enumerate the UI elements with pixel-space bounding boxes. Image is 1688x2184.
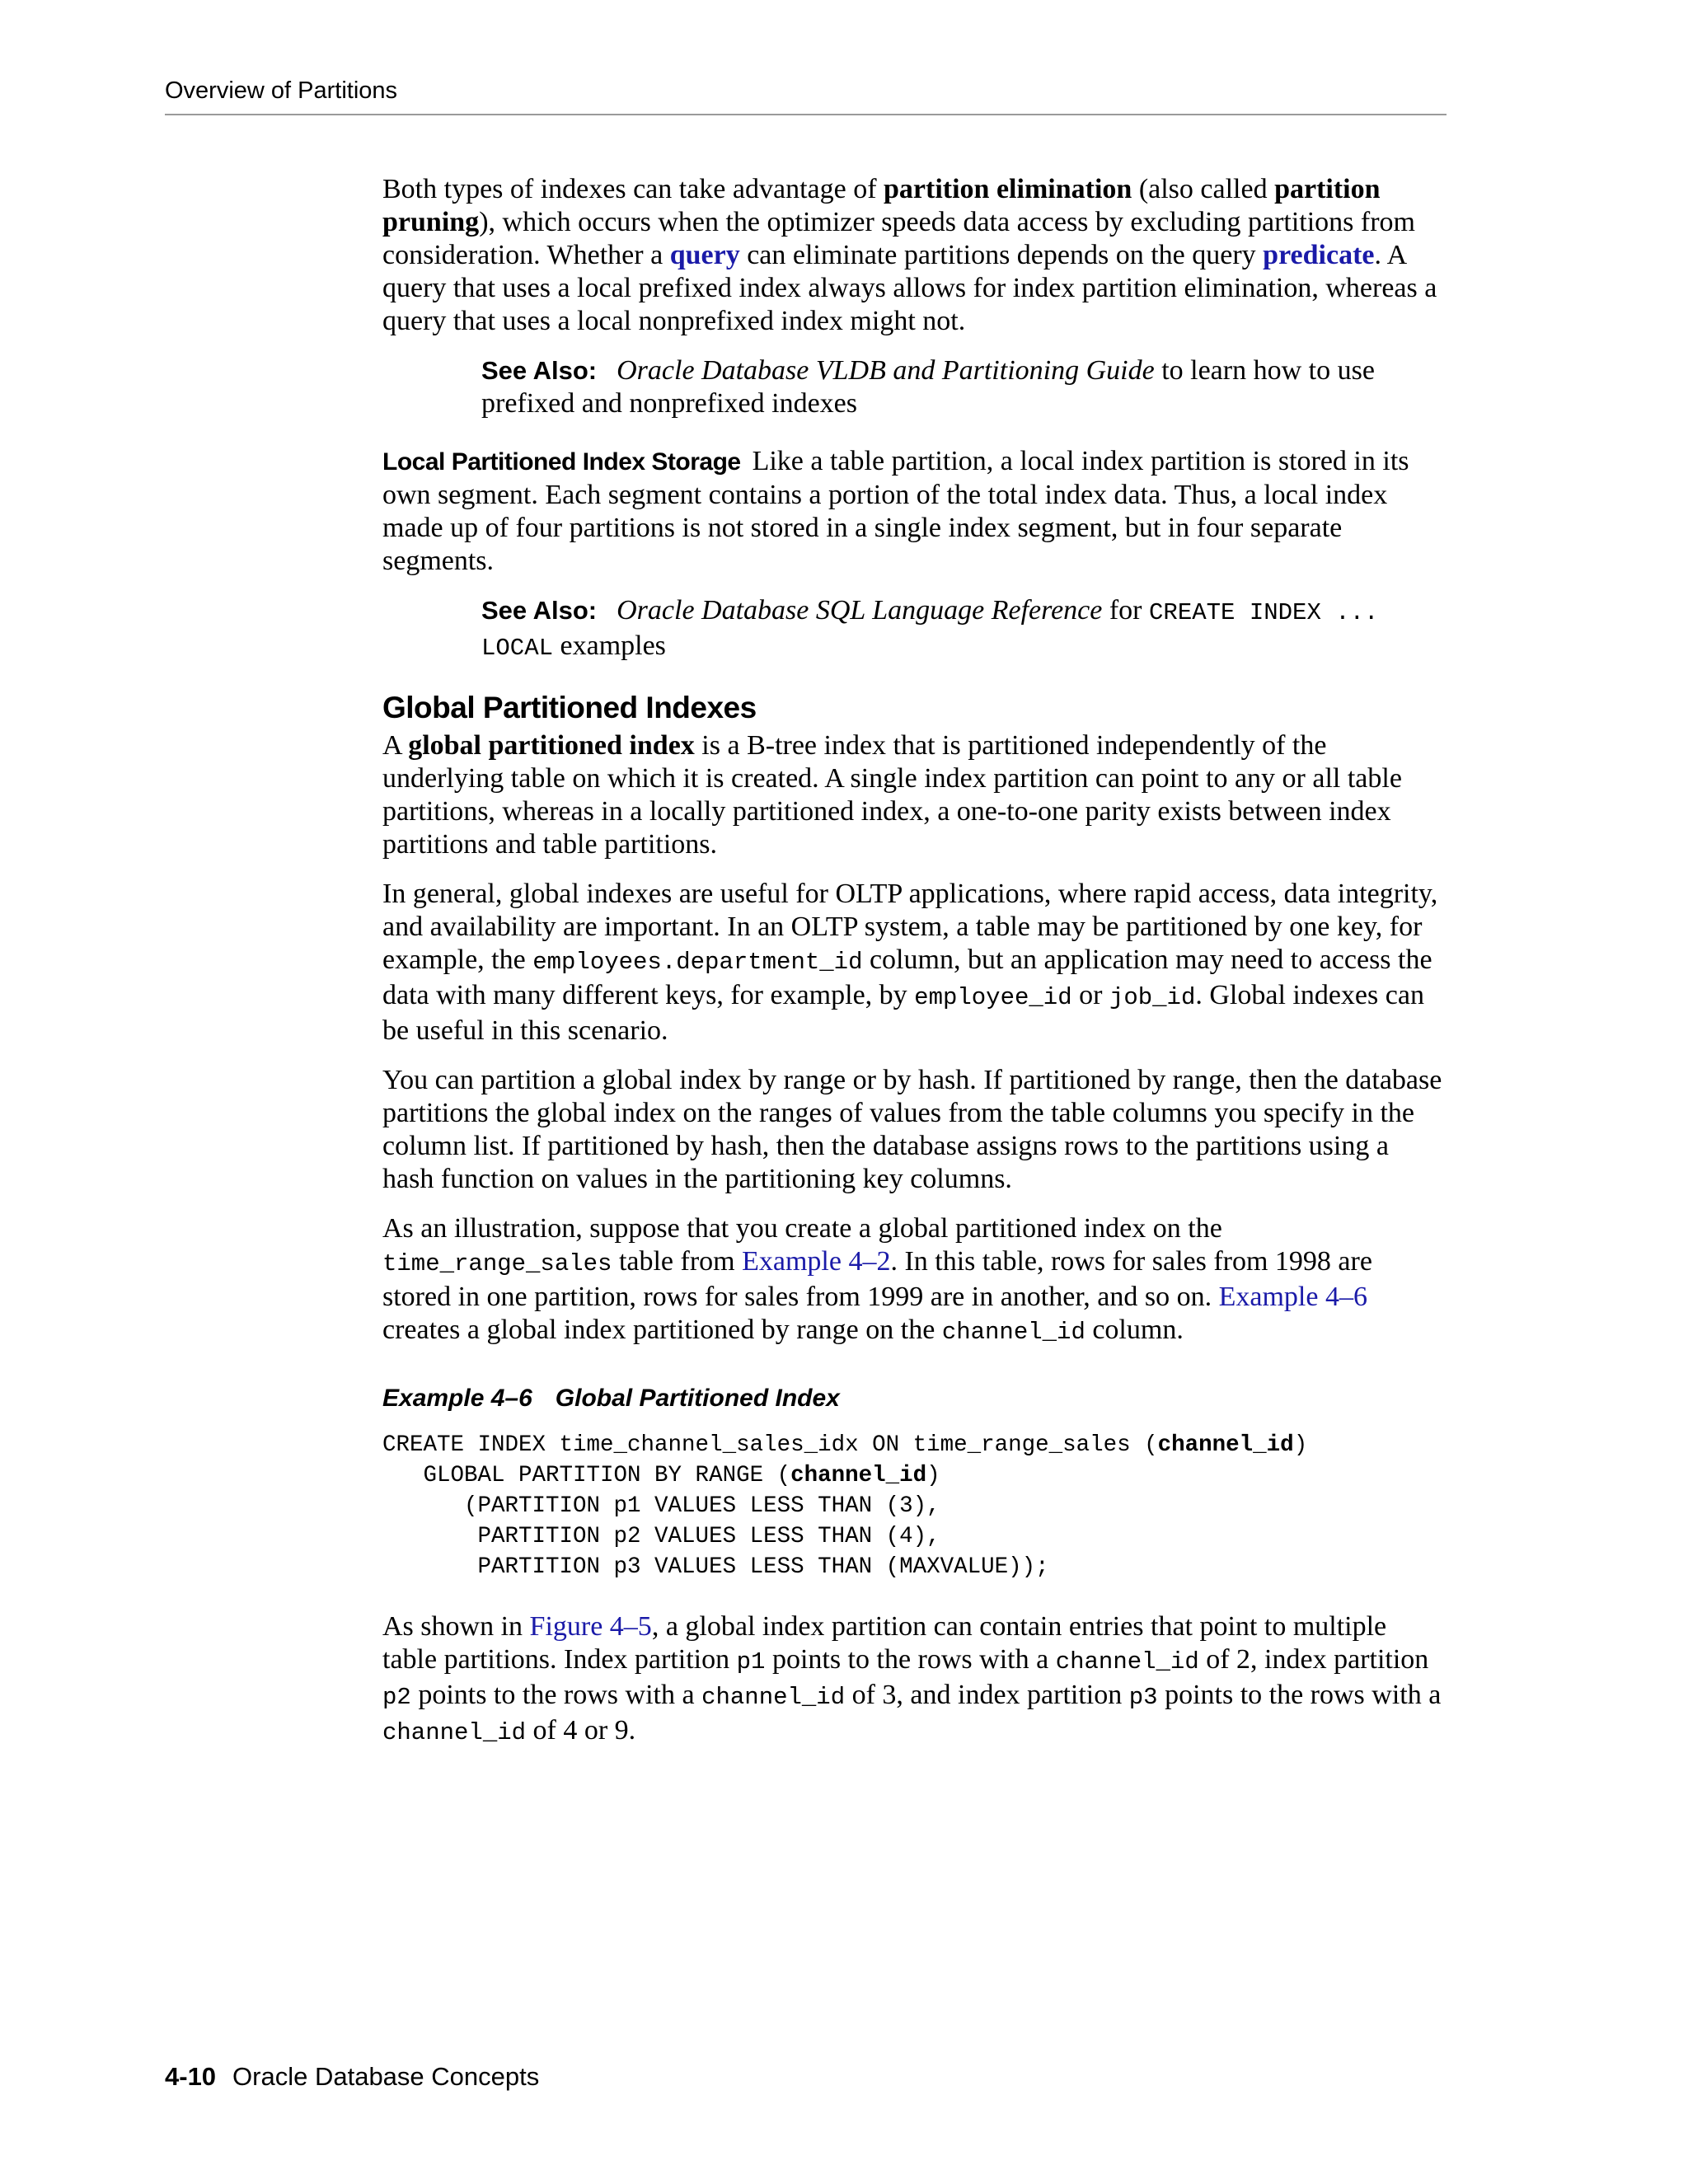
example-title (382, 1382, 1446, 1415)
term-partition-elimination: partition elimination (884, 174, 1132, 204)
glossary-link-predicate[interactable]: predicate (1263, 240, 1375, 270)
paragraph-oltp-usage: In general, global indexes are useful for OLTP applications, where rapid access, data integrity, and availability are important. In an OLTP system, a table may be partitioned by one key, for example, the employees.department_id column, but an application may need to access the data with many different keys, for example, by employee_id or job_id. Global indexes can be useful in this scenario. (382, 879, 1438, 1046)
paragraph-illustration: As an illustration, suppose that you create a global partitioned index on the time_range_sales table from Example 4–2. In this table, rows for sales from 1998 are stored in one partition, rows for sales from 1999 are in another, and so on. Example 4–6 creates a global index partitioned by range on the channel_id column. (382, 1213, 1372, 1346)
running-header (165, 74, 1447, 115)
see-also-sql-reference: See Also: Oracle Database SQL Language Reference for CREATE INDEX ... LOCAL examples (481, 595, 1379, 662)
paragraph-partition-elimination: Both types of indexes can take advantage of partition elimination (also called partition pruning), which occurs when the optimizer speeds data access by excluding partitions from consideration. Whether a query can eliminate partitions depends on the query predicate. A query that uses a local prefixed index always allows for index partition elimination, whereas a query that uses a local nonprefixed index might not. (382, 174, 1437, 336)
term-partition-pruning: partition pruning (382, 174, 1381, 237)
code-create-index-local: CREATE INDEX ... LOCAL (481, 599, 1379, 662)
section-heading-global-indexes: Global Partitioned Indexes (382, 691, 757, 724)
see-also-book-title: Oracle Database VLDB and Partitioning Guide (617, 355, 1155, 386)
see-also-label: See Also: (481, 356, 598, 385)
link-example-4-6[interactable]: Example 4–6 (1218, 1282, 1367, 1312)
see-also-label: See Also: (481, 596, 598, 625)
page-number: 4-10 (165, 2062, 217, 2091)
paragraph-global-index-definition: A global partitioned index is a B-tree index that is partitioned independently of the underlying table on which it is created. A single index partition can point to any or all table partitions, whereas in a locally partitioned index, a one-to-one parity exists between index partitions and table partitions. (382, 730, 1402, 860)
see-also-book-title: Oracle Database SQL Language Reference (617, 595, 1103, 626)
page-footer (165, 2060, 539, 2093)
link-example-4-2[interactable]: Example 4–2 (742, 1246, 891, 1277)
header-title: Overview of Partitions (165, 77, 398, 104)
paragraph-range-or-hash: You can partition a global index by range or by hash. If partitioned by range, then the database partitions the global index on the ranges of values from the table columns you specify in the column list. If partitioned by hash, then the database assigns rows to the partitions using a hash function on values in the partitioning key columns. (382, 1065, 1442, 1194)
paragraph-local-index-storage: Local Partitioned Index Storage Like a table partition, a local index partition is stored in its own segment. Each segment contains a portion of the total index data. Thus, a local index made up of four partitions is not stored in a single index segment, but in four separate segments. (382, 446, 1409, 576)
term-global-partitioned-index: global partitioned index (408, 730, 695, 761)
glossary-link-query[interactable]: query (669, 240, 740, 270)
paragraph-figure-explanation: As shown in Figure 4–5, a global index partition can contain entries that point to multiple table partitions. Index partition p1 points to the rows with a channel_id of 2, index partition p2 points to the rows with a channel_id of 3, and index partition p3 points to the rows with a channel_id of 4 or 9. (382, 1611, 1442, 1746)
example-caption: Global Partitioned Index (555, 1385, 840, 1412)
example-number: Example 4–6 (382, 1385, 532, 1412)
see-also-vldb: See Also: Oracle Database VLDB and Partitioning Guide to learn how to use prefixed and nonprefixed indexes (481, 355, 1375, 419)
page-content (382, 173, 1446, 1766)
code-example-global-index: CREATE INDEX time_channel_sales_idx ON time_range_sales (channel_id) GLOBAL PARTITION BY RANGE (channel_id) (PARTITION p1 VALUES LESS THAN (3), PARTITION p2 VALUES LESS THAN (4), PARTITION p3 VALUES LESS THAN (MAXVALUE)); (382, 1432, 1308, 1580)
runin-heading-storage: Local Partitioned Index Storage (382, 448, 741, 476)
link-figure-4-5[interactable]: Figure 4–5 (529, 1611, 652, 1642)
book-title: Oracle Database Concepts (232, 2062, 540, 2091)
